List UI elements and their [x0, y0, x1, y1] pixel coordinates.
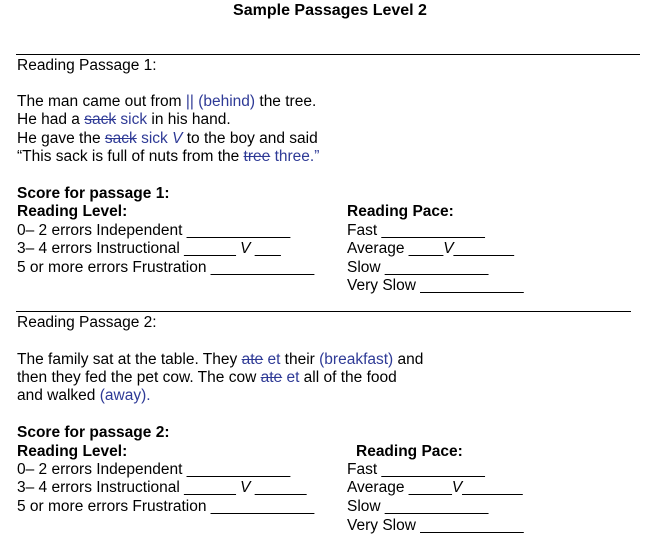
- passage1-level-independent: 0– 2 errors Independent ____________: [17, 222, 291, 239]
- passage2-level-instructional: 3– 4 errors Instructional ______ V ______: [17, 479, 307, 496]
- passage1-score-heading: Score for passage 1:: [17, 185, 170, 202]
- top-divider: [16, 54, 640, 55]
- passage2-pace-average: Average _____V_______: [347, 479, 523, 496]
- passage1-line2: He had a sack sick in his hand.: [17, 111, 231, 128]
- passage1-pace-slow: Slow ____________: [347, 259, 489, 276]
- passage1-pace-average: Average ____V_______: [347, 240, 514, 257]
- passage1-reading-pace-heading: Reading Pace:: [347, 203, 454, 220]
- passage2-reading-pace-heading: Reading Pace:: [356, 443, 463, 460]
- middle-divider: [16, 311, 631, 312]
- passage1-reading-level-heading: Reading Level:: [17, 203, 128, 220]
- passage2-line3: and walked (away).: [17, 387, 151, 404]
- passage2-level-frustration: 5 or more errors Frustration ____________: [17, 498, 315, 515]
- passage2-pace-fast: Fast ____________: [347, 461, 485, 478]
- passage2-level-independent: 0– 2 errors Independent ____________: [17, 461, 291, 478]
- passage2-pace-slow: Slow ____________: [347, 498, 489, 515]
- passage1-line3: He gave the sack sick V to the boy and said: [17, 130, 318, 147]
- passage2-pace-very-slow: Very Slow ____________: [347, 517, 524, 534]
- passage2-line1: The family sat at the table. They ate et their (breakfast) and: [17, 351, 424, 368]
- page-title: Sample Passages Level 2: [233, 2, 427, 19]
- passage1-line1: The man came out from || (behind) the tree.: [17, 93, 317, 110]
- passage2-heading: Reading Passage 2:: [17, 314, 157, 331]
- passage1-heading: Reading Passage 1:: [17, 57, 157, 74]
- passage2-reading-level-heading: Reading Level:: [17, 443, 128, 460]
- passage1-line4: “This sack is full of nuts from the tree three.”: [17, 148, 320, 165]
- passage1-level-instructional: 3– 4 errors Instructional ______ V ___: [17, 240, 281, 257]
- passage2-line2: then they fed the pet cow. The cow ate et all of the food: [17, 369, 397, 386]
- passage1-level-frustration: 5 or more errors Frustration ____________: [17, 259, 315, 276]
- passage2-score-heading: Score for passage 2:: [17, 424, 170, 441]
- passage1-pace-fast: Fast ____________: [347, 222, 485, 239]
- passage1-pace-very-slow: Very Slow ____________: [347, 277, 524, 294]
